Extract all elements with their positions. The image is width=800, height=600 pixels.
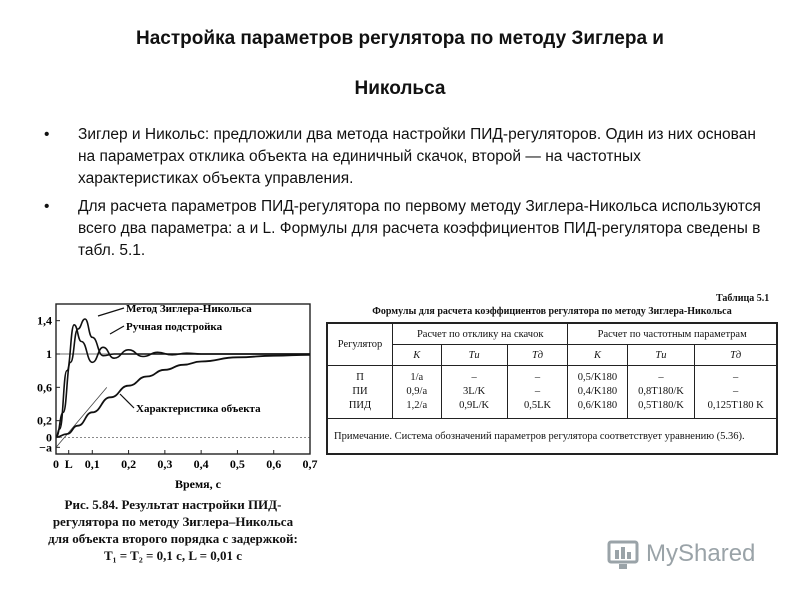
subheader-k: K bbox=[568, 345, 627, 366]
table-cell: П ПИ ПИД bbox=[327, 366, 393, 419]
table-cell: – – 0,125T180 K bbox=[695, 366, 777, 419]
x-tick-label: 0 bbox=[53, 457, 59, 471]
table-label: Таблица 5.1 bbox=[716, 293, 770, 304]
chart-annotations bbox=[126, 303, 261, 415]
annotation-ziegler: Метод Зиглера-Никольса bbox=[126, 303, 252, 315]
table-cell: 0,5/K180 0,4/K180 0,6/K180 bbox=[568, 366, 627, 419]
formula-table bbox=[326, 322, 778, 455]
table-cell: – – 0,5LK bbox=[507, 366, 568, 419]
series-line-1 bbox=[56, 325, 310, 437]
table-cell: 1/a 0,9/a 1,2/a bbox=[393, 366, 442, 419]
bullet-item bbox=[44, 196, 764, 262]
x-tick-label: 0,7 bbox=[302, 457, 318, 471]
x-tick-label: 0,5 bbox=[229, 457, 245, 471]
subheader-k: K bbox=[393, 345, 442, 366]
annotation-manual: Ручная подстройка bbox=[126, 321, 223, 333]
subheader-ti: Tи bbox=[627, 345, 695, 366]
x-axis-label: Время, с bbox=[175, 477, 221, 491]
bullet-marker: • bbox=[44, 198, 50, 215]
table-cell: – 3L/K 0,9L/K bbox=[441, 366, 507, 419]
y-tick-label: −a bbox=[39, 440, 52, 455]
x-tick-label: 0,2 bbox=[121, 457, 137, 471]
page-title-line1: Настройка параметров регулятора по методу Зиглера и bbox=[136, 28, 664, 49]
caption-params: T₁ = T₂ = 0,1 с, L = 0,01 с bbox=[103, 548, 243, 563]
x-tick-label: 0,4 bbox=[193, 457, 209, 471]
annotation-arrow bbox=[98, 308, 124, 316]
x-tick-label: 0,6 bbox=[266, 457, 282, 471]
bullet-marker: • bbox=[44, 126, 50, 143]
x-tick-label: L bbox=[64, 457, 73, 471]
table-title: Формулы для расчета коэффициентов регулятора по методу Зиглера-Никольса bbox=[372, 306, 732, 317]
logo-text: MyShared bbox=[646, 540, 756, 567]
bullet-text: Для расчета параметров ПИД-регулятора по первому методу Зиглера-Никольса используются всего два параметра: a и L. Формулы для расчета коэффициентов ПИД-регулятора сведены в табл. 5.1. bbox=[78, 198, 761, 259]
caption-label: Рис. 5.84. bbox=[64, 497, 119, 512]
step-response-chart bbox=[28, 294, 318, 494]
bullet-list bbox=[44, 124, 764, 268]
y-tick-label: 0,6 bbox=[37, 380, 52, 395]
subheader-td: Tд bbox=[695, 345, 777, 366]
myshared-logo-icon bbox=[606, 538, 642, 572]
group-freq: Расчет по частотным параметрам bbox=[568, 323, 777, 345]
subheader-td: Tд bbox=[507, 345, 568, 366]
table-note: Примечание. Система обозначений параметров регулятора соответствует уравнению (5.36). bbox=[327, 419, 777, 455]
annotation-arrow bbox=[110, 326, 124, 334]
y-tick-label: 1 bbox=[46, 347, 52, 361]
y-tick-label: 0 bbox=[46, 430, 52, 445]
bullet-text: Зиглер и Никольс: предложили два метода настройки ПИД-регуляторов. Один из них основан на параметрах отклика объекта на единичный скачок, второй — на частотных характеристиках объекта управления. bbox=[78, 126, 756, 187]
y-tick-label: 0,2 bbox=[37, 413, 52, 428]
page-title-line2: Никольса bbox=[354, 78, 446, 99]
annotation-arrow bbox=[120, 394, 134, 408]
series-line-2 bbox=[56, 319, 310, 437]
x-tick-label: 0,3 bbox=[157, 457, 173, 471]
x-tick-label: 0,1 bbox=[84, 457, 100, 471]
figure-caption bbox=[42, 496, 304, 564]
group-step: Расчет по отклику на скачок bbox=[393, 323, 568, 345]
y-tick-label: 1,4 bbox=[37, 313, 52, 328]
series-line-3 bbox=[56, 355, 310, 437]
col-regulator: Регулятор bbox=[327, 323, 393, 366]
subheader-ti: Tи bbox=[441, 345, 507, 366]
bullet-item bbox=[44, 124, 764, 190]
caption-text: Результат настройки ПИД-регулятора по методу Зиглера–Никольса для объекта второго порядка с задержкой: bbox=[48, 497, 298, 546]
table-cell: – 0,8T180/K 0,5T180/K bbox=[627, 366, 695, 419]
annotation-object: Характеристика объекта bbox=[136, 403, 261, 415]
